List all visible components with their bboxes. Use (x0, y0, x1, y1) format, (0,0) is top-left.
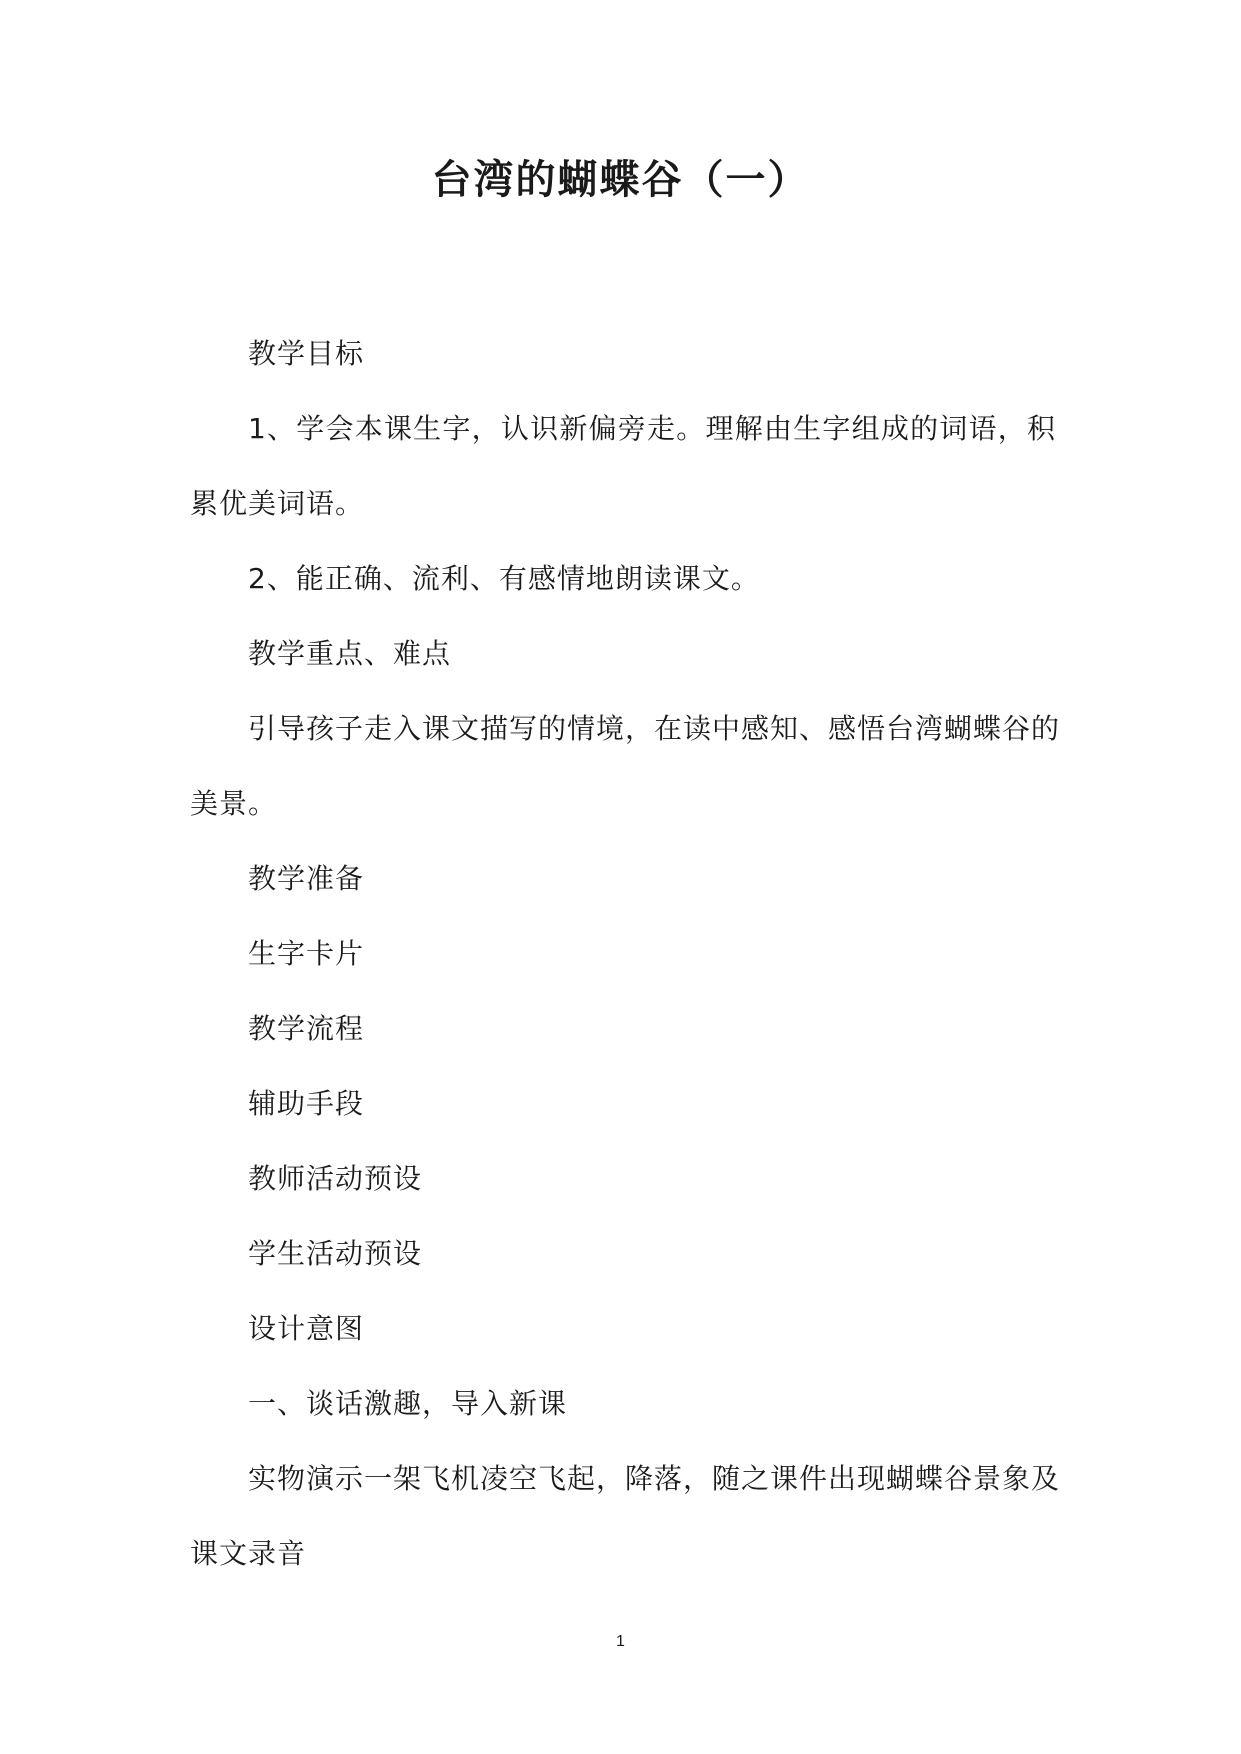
label-student-activities: 学生活动预设 (248, 1237, 423, 1270)
paragraph-goal-1-line-1: 1、学会本课生字，认识新偏旁走。理解由生字组成的词语，积 (248, 412, 1056, 445)
paragraph-section-1-line-1: 实物演示一架飞机凌空飞起，降落，随之课件出现蝴蝶谷景象及 (248, 1462, 1061, 1495)
paragraph-section-1-line-2: 课文录音 (190, 1537, 307, 1570)
paragraph-preparation: 生字卡片 (248, 937, 365, 970)
page-number: 1 (616, 1633, 625, 1650)
paragraph-goal-2: 2、能正确、流利、有感情地朗读课文。 (248, 562, 760, 595)
label-design-intent: 设计意图 (248, 1312, 365, 1345)
heading-key-points: 教学重点、难点 (248, 637, 452, 670)
document-title: 台湾的蝴蝶谷（一） (431, 157, 810, 203)
paragraph-key-points-line-2: 美景。 (190, 787, 278, 820)
heading-section-1: 一、谈话激趣，导入新课 (248, 1387, 568, 1420)
paragraph-goal-1-line-2: 累优美词语。 (190, 487, 365, 520)
heading-teaching-process: 教学流程 (248, 1012, 365, 1045)
heading-teaching-goals: 教学目标 (248, 337, 365, 370)
label-teacher-activities: 教师活动预设 (248, 1162, 423, 1195)
label-aids: 辅助手段 (248, 1087, 365, 1120)
heading-preparation: 教学准备 (248, 862, 365, 895)
paragraph-key-points-line-1: 引导孩子走入课文描写的情境，在读中感知、感悟台湾蝴蝶谷的 (248, 712, 1061, 745)
